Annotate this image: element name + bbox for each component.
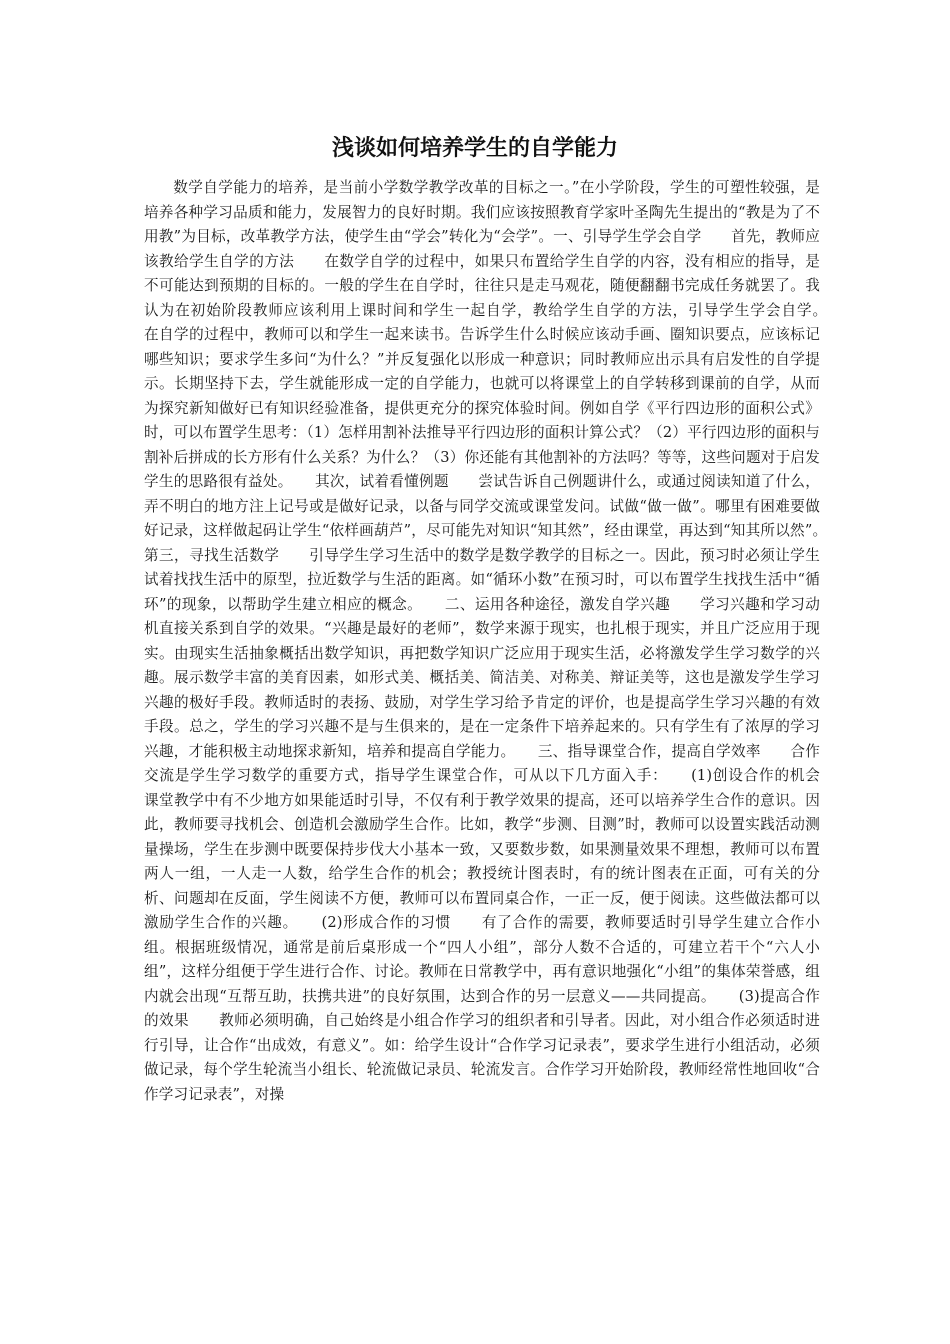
document-title: 浅谈如何培养学生的自学能力: [331, 135, 618, 161]
document-body: 数学自学能力的培养，是当前小学数学教学改革的目标之一。”在小学阶段，学生的可塑性较强，是培养各种学习品质和能力，发展智力的良好时期。我们应该按照教育学家叶圣陶先生提出的“教是为了不用教”为目标，改革教学方法，使学生由“学会”转化为“会学”。一、引导学生学会自学 首先，教师应该教给学生自学的方法 在数学自学的过程中，如果只布置给学生自学的内容，没有相应的指导，是不可能达到预期的目标的。一般的学生在自学时，往往只是走马观花，随便翻翻书完成任务就罢了。我认为在初始阶段教师应该利用上课时间和学生一起自学，教给学生自学的方法，引导学生学会自学。 在自学的过程中，教师可以和学生一起来读书。告诉学生什么时候应该动手画、圈知识要点，应该标记哪些知识；要求学生多问“为什么？”并反复强化以形成一种意识；同时教师应出示具有启发性的自学提示。长期坚持下去，学生就能形成一定的自学能力，也就可以将课堂上的自学转移到课前的自学，从而为探究新知做好已有知识经验准备，提供更充分的探究体验时间。例如自学《平行四边形的面积公式》时，可以布置学生思考：（1）怎样用割补法推导平行四边形的面积计算公式？（2）平行四边形的面积与割补后拼成的长方形有什么关系？为什么？（3）你还能有其他割补的方法吗？等等，这些问题对于启发学生的思路很有益处。 其次，试着看懂例题 尝试告诉自己例题讲什么，或通过阅读知道了什么，弄不明白的地方注上记号或是做好记录，以备与同学交流或课堂发问。试做“做一做”。哪里有困难要做好记录，这样做起码让学生“依样画葫芦”，尽可能先对知识“知其然”，经由课堂，再达到“知其所以然”。 第三，寻找生活数学 引导学生学习生活中的数学是数学教学的目标之一。因此，预习时必须让学生试着找找生活中的原型，拉近数学与生活的距离。如“循环小数”在预习时，可以布置学生找找生活中“循环”的现象，以帮助学生建立相应的概念。 二、运用各种途径，激发自学兴趣 学习兴趣和学习动机直接关系到自学的效果。“兴趣是最好的老师”，数学来源于现实，也扎根于现实，并且广泛应用于现实。由现实生活抽象概括出数学知识，再把数学知识广泛应用于现实生活，必将激发学生学习数学的兴趣。展示数学丰富的美育因素，如形式美、概括美、简洁美、对称美、辩证美等，这也是激发学生学习兴趣的极好手段。教师适时的表扬、鼓励，对学生学习给予肯定的评价，也是提高学生学习兴趣的有效手段。总之，学生的学习兴趣不是与生俱来的，是在一定条件下培养起来的。只有学生有了浓厚的学习兴趣，才能积极主动地探求新知，培养和提高自学能力。 三、指导课堂合作，提高自学效率 合作交流是学生学习数学的重要方式，指导学生课堂合作，可从以下几方面入手： (1)创设合作的机会 课堂教学中有不少地方如果能适时引导，不仅有利于教学效果的提高，还可以培养学生合作的意识。因此，教师要寻找机会、创造机会激励学生合作。比如，教学“步测、目测”时，教师可以设置实践活动测量操场，学生在步测中既要保持步伐大小基本一致，又要数步数，如果测量效果不理想，教师可以布置两人一组，一人走一人数，给学生合作的机会；教授统计图表时，有的统计图表在正面，可有关的分析、问题却在反面，学生阅读不方便，教师可以布置同桌合作，一正一反，便于阅读。这些做法都可以激励学生合作的兴趣。 (2)形成合作的习惯 有了合作的需要，教师要适时引导学生建立合作小组。根据班级情况，通常是前后桌形成一个“四人小组”，部分人数不合适的，可建立若干个“六人小组”，这样分组便于学生进行合作、讨论。教师在日常教学中，再有意识地强化“小组”的集体荣誉感，组内就会出现“互帮互助，扶携共进”的良好氛围，达到合作的另一层意义——共同提高。 (3)提高合作的效果 教师必须明确，自己始终是小组合作学习的组织者和引导者。因此，对小组合作必须适时进行引导，让合作“出成效，有意义”。如：给学生设计“合作学习记录表”，要求学生进行小组活动，必须做记录，每个学生轮流当小组长、轮流做记录员、轮流发言。合作学习开始阶段，教师经常性地回收“合作学习记录表”，对操: [144, 179, 850, 1103]
